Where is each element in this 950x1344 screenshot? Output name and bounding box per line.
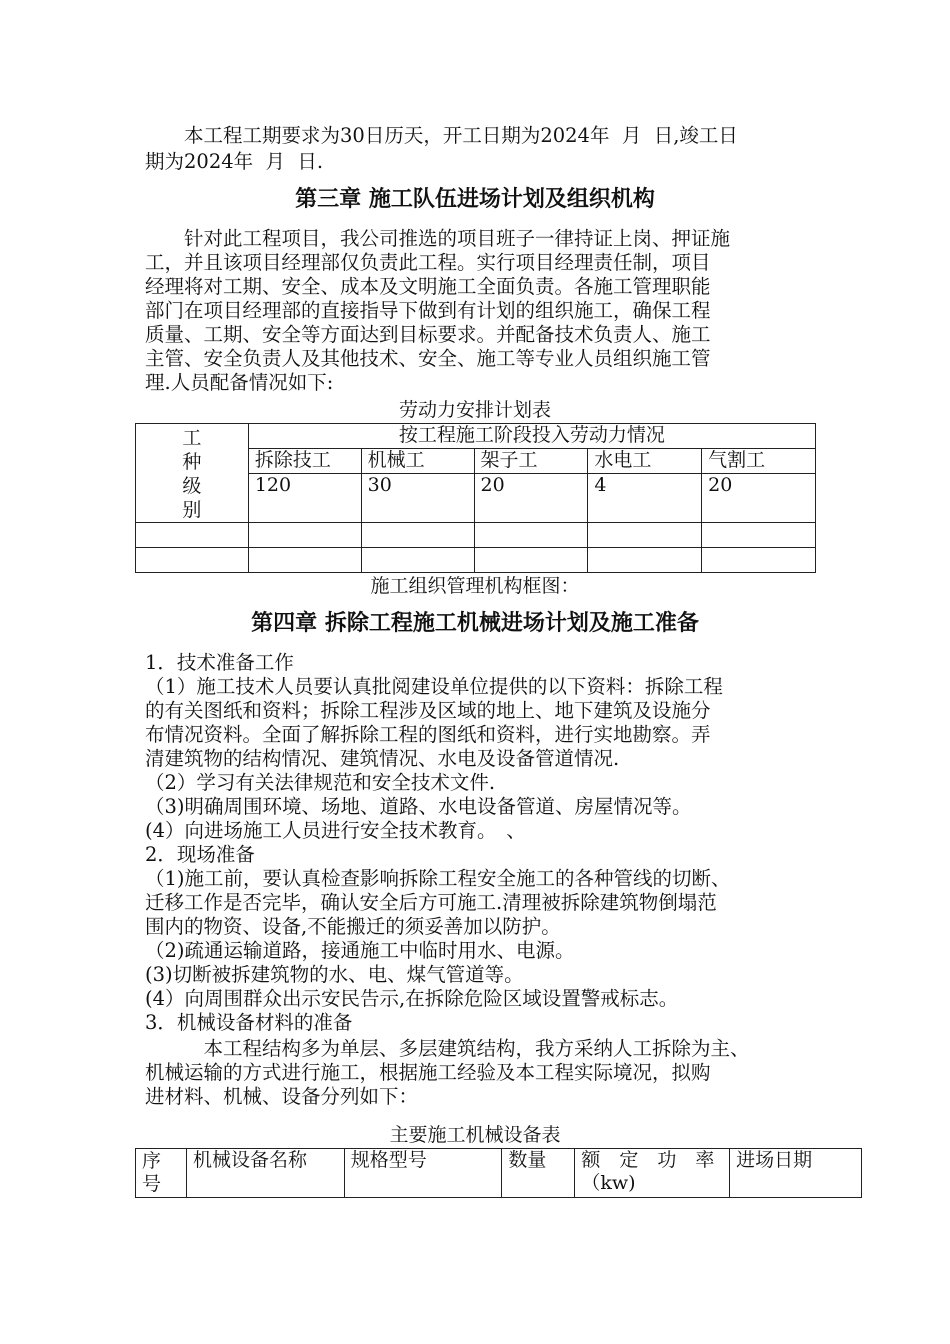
column-header: 水电工 — [588, 449, 702, 474]
chapter4-line: 1．技术准备工作 — [145, 651, 294, 674]
chapter4-line: （1）施工技术人员要认真批阅建设单位提供的以下资料：拆除工程 — [145, 675, 723, 698]
equipment-table — [135, 1148, 862, 1198]
empty-cell — [361, 523, 474, 548]
chapter4-line: 的有关图纸和资料；拆除工程涉及区域的地上、地下建筑及设施分 — [145, 699, 711, 722]
header-power-part: （kw) — [581, 1172, 636, 1194]
header-cell-power — [575, 1149, 730, 1198]
intro-line-1: 本工程工期要求为30日历天，开工日期为2024年 月 日,竣工日 — [145, 124, 738, 147]
chapter4-line: 进材料、机械、设备分列如下： — [145, 1085, 419, 1108]
header-index-part: 号 — [142, 1173, 162, 1195]
labor-value: 30 — [361, 474, 474, 523]
empty-cell — [588, 523, 702, 548]
chapter3-line: 理.人员配备情况如下: — [145, 371, 334, 394]
chapter4-line: (4）向进场施工人员进行安全技术教育。 、 — [145, 819, 526, 842]
chapter3-line: 部门在项目经理部的直接指导下做到有计划的组织施工，确保工程 — [145, 299, 711, 322]
chapter4-line: 2．现场准备 — [145, 843, 255, 866]
header-cell-index — [136, 1149, 187, 1198]
empty-cell — [588, 548, 702, 573]
chapter4-line: （2）学习有关法律规范和安全技术文件. — [145, 771, 496, 794]
row-header-char: 工 — [182, 427, 202, 449]
chapter4-line: （1)施工前，要认真检查影响拆除工程安全施工的各种管线的切断、 — [145, 867, 731, 890]
chapter3-line: 主管、安全负责人及其他技术、安全、施工等专业人员组织施工管 — [145, 347, 711, 370]
header-cell-model: 规格型号 — [344, 1149, 502, 1198]
chapter4-line: 机械运输的方式进行施工，根据施工经验及本工程实际境况，拟购 — [145, 1061, 711, 1084]
chapter3-line: 针对此工程项目，我公司推选的项目班子一律持证上岗、押证施 — [145, 227, 731, 250]
column-header: 气割工 — [702, 449, 816, 474]
chapter3-line: 质量、工期、安全等方面达到目标要求。并配备技术负责人、施工 — [145, 323, 711, 346]
org-chart-caption: 施工组织管理机构框图： — [370, 575, 580, 597]
chapter4-line: (3)切断被拆建筑物的水、电、煤气管道等。 — [145, 963, 524, 986]
chapter3-line: 经理将对工期、安全、成本及文明施工全面负责。各施工管理职能 — [145, 275, 711, 298]
chapter4-line: 本工程结构多为单层、多层建筑结构，我方采纳人工拆除为主、 — [145, 1037, 750, 1060]
empty-cell — [248, 523, 361, 548]
labor-value: 20 — [474, 474, 588, 523]
empty-cell — [702, 548, 816, 573]
header-cell-quantity: 数量 — [502, 1149, 575, 1198]
intro-line-2: 期为2024年 月 日. — [145, 150, 324, 173]
labor-value: 120 — [248, 474, 361, 523]
chapter3-line: 工，并且该项目经理部仅负责此工程。实行项目经理责任制，项目 — [145, 251, 711, 274]
labor-table — [135, 423, 816, 573]
empty-cell — [474, 548, 588, 573]
labor-value: 20 — [702, 474, 816, 523]
header-index-part: 序 — [142, 1150, 162, 1172]
empty-cell — [248, 548, 361, 573]
equipment-table-caption: 主要施工机械设备表 — [389, 1124, 561, 1146]
row-header-char: 别 — [182, 499, 202, 521]
chapter4-line: 布情况资料。全面了解拆除工程的图纸和资料，进行实地勘察。弄 — [145, 723, 711, 746]
row-header-char: 种 — [182, 451, 202, 473]
empty-cell — [702, 523, 816, 548]
chapter3-heading: 第三章 施工队伍进场计划及组织机构 — [295, 187, 655, 212]
chapter4-line: （2)疏通运输道路，接通施工中临时用水、电源。 — [145, 939, 575, 962]
column-header: 架子工 — [474, 449, 588, 474]
labor-value: 4 — [588, 474, 702, 523]
chapter4-line: 3．机械设备材料的准备 — [145, 1011, 353, 1034]
empty-cell — [474, 523, 588, 548]
chapter4-heading: 第四章 拆除工程施工机械进场计划及施工准备 — [251, 611, 699, 636]
header-cell-date: 进场日期 — [730, 1149, 862, 1198]
chapter4-line: （3)明确周围环境、场地、道路、水电设备管道、房屋情况等。 — [145, 795, 692, 818]
empty-cell — [136, 523, 249, 548]
chapter4-line: 迁移工作是否完毕，确认安全后方可施工.清理被拆除建筑物倒塌范 — [145, 891, 717, 914]
empty-cell — [361, 548, 474, 573]
row-header-char: 级 — [182, 475, 202, 497]
column-header: 拆除技工 — [248, 449, 361, 474]
chapter4-line: 围内的物资、设备,不能搬迁的须妥善加以防护。 — [145, 915, 561, 938]
column-header: 机械工 — [361, 449, 474, 474]
chapter4-line: 清建筑物的结构情况、建筑情况、水电及设备管道情况. — [145, 747, 620, 770]
header-cell-name: 机械设备名称 — [186, 1149, 344, 1198]
chapter4-line: (4）向周围群众出示安民告示,在拆除危险区域设置警戒标志。 — [145, 987, 679, 1010]
empty-cell — [136, 548, 249, 573]
group-header: 按工程施工阶段投入劳动力情况 — [248, 424, 815, 449]
header-power-part: 额 定 功 率 — [581, 1149, 715, 1171]
row-header-cell — [136, 424, 249, 523]
labor-table-caption: 劳动力安排计划表 — [398, 399, 551, 421]
